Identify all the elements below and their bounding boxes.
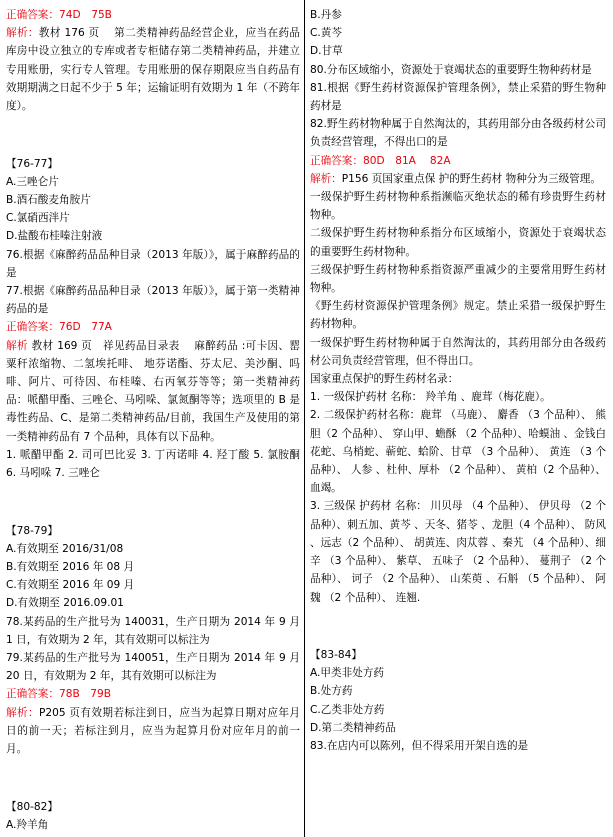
text-line: 1. 一级保护药材 名称： 羚羊角 、鹿茸（梅花鹿）。 [310,391,551,404]
spacer [6,126,300,144]
text-line: 3. 三级保 护药材 名称： 川贝母 （4 个品种）、 伊贝母 （2 个品种）、刺五加、黄芩 、天冬、猪苓 、龙胆（4 个品种）、 防风 、远志（2 个品种）、 胡黄连、肉苁蓉 、秦艽 （4 个品种）、细辛 （3 个品种）、 紫草、 五味子 （2 个品种）、 蔓荆子 （2 个品种）、 诃子 （2 个品种）、 山茱萸 、石斛 （5 个品种）、 阿魏 （2 个品种）、 连翘. [310,500,606,604]
answer-line [6,6,300,24]
answer-value: 80D 81A 82A [362,154,451,167]
text-line: 【78-79】 [6,524,58,537]
spacer [310,617,606,635]
text-line: 81.根据《野生药材资源保护管理条例》，禁止采猎的野生物种药材是 [310,81,606,113]
text-line: 78.某药品的生产批号为 140031，生产日期为 2014 年 9 月 1 日，有效期为 2 年，其有效期可以标注为 [6,615,300,646]
answer-value: 78B 79B [58,688,112,701]
text-line: B.酒石酸麦角胺片 [6,194,91,206]
left-column [6,6,300,834]
text-line: A.三唑仑片 [6,175,59,188]
explanation-paragraph [6,704,300,759]
text-line: 80.分布区域缩小，资源处于衰竭状态的重要野生物种药材是 [310,63,592,76]
answer-label: 正确答案： [6,321,59,334]
text-line: A.甲类非处方药 [310,667,384,680]
answer-line [6,685,300,703]
answer-value: 74D 75B [58,9,112,21]
text-line: C.乙类非处方药 [310,703,385,716]
spacer [6,493,300,511]
answer-line [6,318,300,336]
text-line: 国家重点保护的野生药材名录： [310,373,459,386]
text-line: C.黄芩 [310,27,342,40]
text-line: 77.根据《麻醉药品品种目录（2013 年版）》，属于第一类精神药品的是 [6,285,300,316]
text-line: D.甘草 [310,45,343,58]
explanation-text: P156 页国家重点保 护的野生药材 物种分为三级管理。 [341,172,601,185]
text-line: A.有效期至 2016/31/08 [6,542,124,555]
text-line: 三级保护野生药材物种系指资源严重减少的主要常用野生药材物种。 [310,263,606,295]
text-line: 一级保护野生药材物种系指濒临灭绝状态的稀有珍贵野生药材物种。 [310,191,606,222]
explanation-label: 解析 [6,339,32,352]
explanation-paragraph [6,24,300,115]
answer-label: 正确答案： [310,154,363,167]
text-line: 2. 二级保护药材名称：鹿茸 （马鹿）、 麝香 （3 个品种）、 熊胆（2 个品种）、 穿山甲、蟾酥 （2 个品种）、哈蟆油 、金钱白花蛇、乌梢蛇、蕲蛇、蛤阶、甘草 （3 个品种）、 黄连 （3 个品种）、 人参 、杜仲、厚朴 （2 个品种）、 黄柏（2 个品种）、 血竭。 [310,409,606,495]
answer-line [310,152,606,170]
answer-value: 76D 77A [58,321,112,334]
text-line: A.羚羊角 [6,818,49,831]
text-line: 1. 哌醋甲酯 2. 司可巴比妥 3. 丁丙诺啡 4. 羟丁酸 5. 氯胺酮 6. 马吲哚 7. 三唑仑 [6,448,300,480]
text-line: 【80-82】 [6,800,58,813]
explanation-paragraph [6,337,300,446]
text-line: B.丹参 [310,9,342,21]
text-line: D.有效期至 2016.09.01 [6,597,124,610]
text-line: D.盐酸布桂嗪注射液 [6,230,103,243]
explanation-text: 教材 169 页 祥见药品目录表 麻醉药品 :可卡因、罂粟秆浓缩物、二氢埃托啡、 地芬诺酯、芬太尼、美沙酮、吗啡、阿片、可待因、布桂嗪、右丙氧芬等等；第一类精神药品：哌醋甲酯、三唑仑、马吲哚、氯氮酮等等；选项里的 B 是毒性药品、C、是第二类精神药品/目前，我国生产及使用的第一类精神药品有 7 个品种，具体有以下品种。 [6,339,300,443]
explanation-label: 解析： [310,172,342,185]
explanation-label: 解析： [6,706,40,719]
text-line: C.氯硝西泮片 [6,212,70,225]
explanation-label: 解析： [6,27,39,40]
text-line: 76.根据《麻醉药品品种目录（2013 年版）》，属于麻醉药品的是 [6,248,300,279]
text-line: 【83-84】 [310,649,362,662]
text-line: B.有效期至 2016 年 08 月 [6,561,135,574]
explanation-text: P205 页有效期若标注到日，应当为起算日期对应年月日的前一天；若标注到月，应当为起算月份对应年月的前一月。 [6,706,301,756]
text-line: D.第二类精神药品 [310,721,396,734]
text-line: 一级保护野生药材物种属于自然淘汰的，其药用部分由各级药材公司负责经营管理，但不得出口。 [310,336,606,367]
column-divider [304,0,305,837]
answer-label: 正确答案： [6,9,59,21]
right-column [310,6,606,755]
text-line: C.有效期至 2016 年 09 月 [6,579,135,592]
spacer [6,769,300,787]
text-line: 【76-77】 [6,157,58,170]
text-line: 《野生药材资源保护管理条例》规定。禁止采猎一级保护野生药材物种。 [310,300,606,331]
explanation-paragraph [310,170,606,188]
explanation-text: 教材 176 页 第二类精神药品经营企业，应当在药品库房中设立独立的专库或者专柜储存第二类精神药品，并建立专用账册，实行专人管理。专用账册的保存期限应当自药品有效期期满之日起不少于 5 年；运输证明有效期为 1 年（不跨年度）。 [6,27,300,113]
text-line: 82.野生药材物种属于自然淘汰的，其药用部分由各级药材公司负责经营管理，不得出口的是 [310,118,606,149]
text-line: 二级保护野生药材物种系指分布区域缩小，资源处于衰竭状态的重要野生药材物种。 [310,227,606,258]
text-line: 79.某药品的生产批号为 140051，生产日期为 2014 年 9 月 20 日，有效期为 2 年，其有效期可以标注为 [6,652,300,683]
text-line: 83.在店内可以陈列，但不得采用开架自选的是 [310,740,529,753]
text-line: B.处方药 [310,685,353,698]
answer-label: 正确答案： [6,688,59,701]
